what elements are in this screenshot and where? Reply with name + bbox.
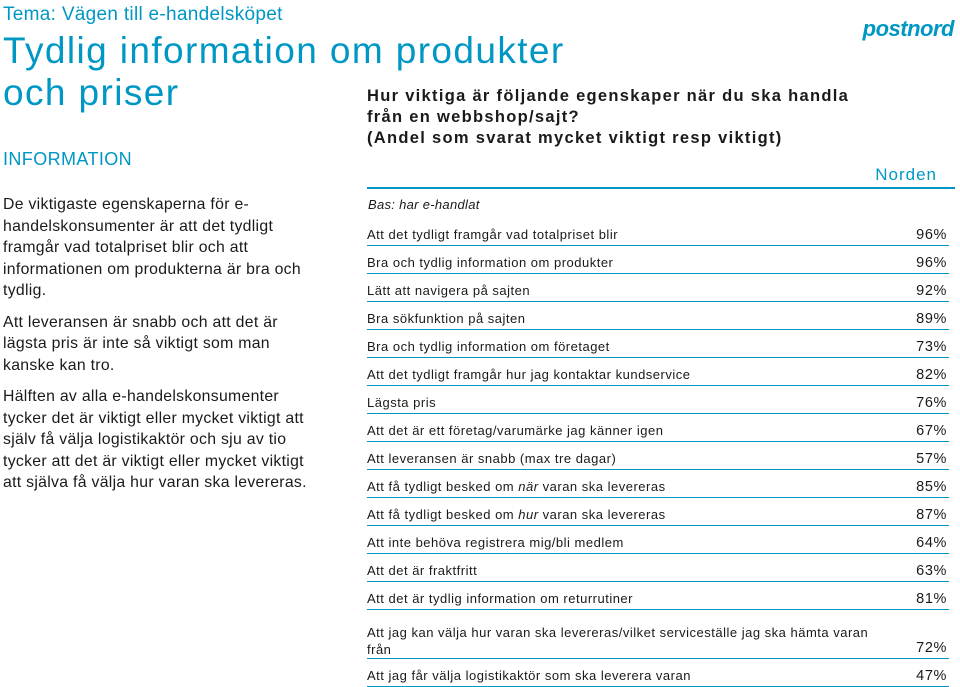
row-label: Att jag får välja logistikaktör som ska leverera varan: [367, 668, 691, 683]
row-label: Att inte behöva registrera mig/bli medlem: [367, 535, 624, 550]
table-row: [367, 442, 949, 470]
postnord-logo: postnord: [862, 16, 954, 41]
results-table: [367, 218, 949, 687]
table-row: [367, 218, 949, 246]
row-value: 73%: [916, 339, 947, 355]
table-row: [367, 470, 949, 498]
row-label: Bra och tydlig information om produkter: [367, 255, 614, 270]
row-value: 89%: [916, 311, 947, 327]
row-value: 96%: [916, 255, 947, 271]
info-text: [3, 194, 318, 504]
row-label: Lätt att navigera på sajten: [367, 283, 531, 298]
table-row: [367, 358, 949, 386]
row-label: Att det är fraktfritt: [367, 563, 478, 578]
row-value: 67%: [916, 423, 947, 439]
row-label: Att få tydligt besked om hur varan ska levereras: [367, 507, 666, 522]
section-title: INFORMATION: [3, 149, 133, 169]
row-label: Att få tydligt besked om när varan ska levereras: [367, 479, 666, 494]
row-value: 72%: [916, 640, 947, 656]
info-paragraph: Hälften av alla e-handelskonsumenter tycker det är viktigt eller mycket viktigt att själv få välja logistikaktör och sju av tio tycker att det är viktigt eller mycket viktigt att själva få välja hur varan ska levereras.: [3, 388, 307, 491]
table-row: [367, 554, 949, 582]
row-value: 47%: [916, 668, 947, 684]
region-label: Norden: [875, 165, 937, 184]
base-note: Bas: har e-handlat: [368, 197, 480, 212]
table-row: [367, 302, 949, 330]
table-row: [367, 414, 949, 442]
row-label: Bra sökfunktion på sajten: [367, 311, 526, 326]
row-label: Att jag kan välja hur varan ska levereras/vilket serviceställe jag ska hämta varan från: [367, 625, 869, 657]
question-line: Hur viktiga är följande egenskaper när du ska handla: [367, 87, 850, 105]
row-value: 57%: [916, 451, 947, 467]
row-label: Att det tydligt framgår vad totalpriset blir: [367, 227, 619, 242]
page-title-line1: Tydlig information om produkter: [3, 30, 565, 71]
row-label: Bra och tydlig information om företaget: [367, 339, 610, 354]
row-value: 82%: [916, 367, 947, 383]
row-label: Att leveransen är snabb (max tre dagar): [367, 451, 617, 466]
row-value: 92%: [916, 283, 947, 299]
table-row: [367, 386, 949, 414]
row-value: 81%: [916, 591, 947, 607]
table-row: [367, 274, 949, 302]
row-value: 64%: [916, 535, 947, 551]
info-paragraph: De viktigaste egenskaperna för e-handelskonsumenter är att det tydligt framgår vad totalpriset blir och att informationen om produkterna är bra och tydlig.: [3, 196, 301, 299]
row-label: Att det är tydlig information om returrutiner: [367, 591, 633, 606]
question-line: från en webbshop/sajt?: [367, 108, 580, 126]
info-paragraph: Att leveransen är snabb och att det är lägsta pris är inte så viktigt som man kanske kan tro.: [3, 313, 278, 374]
row-label: Lägsta pris: [367, 395, 437, 410]
row-value: 96%: [916, 227, 947, 243]
row-label: Att det är ett företag/varumärke jag känner igen: [367, 423, 664, 438]
row-label: Att det tydligt framgår hur jag kontaktar kundservice: [367, 367, 691, 382]
question-line: (Andel som svarat mycket viktigt resp viktigt): [367, 129, 783, 147]
table-row: [367, 610, 949, 659]
row-value: 85%: [916, 479, 947, 495]
row-value: 76%: [916, 395, 947, 411]
row-value: 87%: [916, 507, 947, 523]
page-title-line2: och priser: [3, 72, 180, 113]
table-row: [367, 246, 949, 274]
row-value: 63%: [916, 563, 947, 579]
table-row: [367, 659, 949, 687]
table-row: [367, 526, 949, 554]
survey-question: [367, 86, 957, 149]
table-row: [367, 498, 949, 526]
theme-label: Tema: Vägen till e-handelsköpet: [3, 4, 283, 25]
table-row: [367, 330, 949, 358]
table-row: [367, 582, 949, 610]
region-header: [367, 163, 955, 189]
